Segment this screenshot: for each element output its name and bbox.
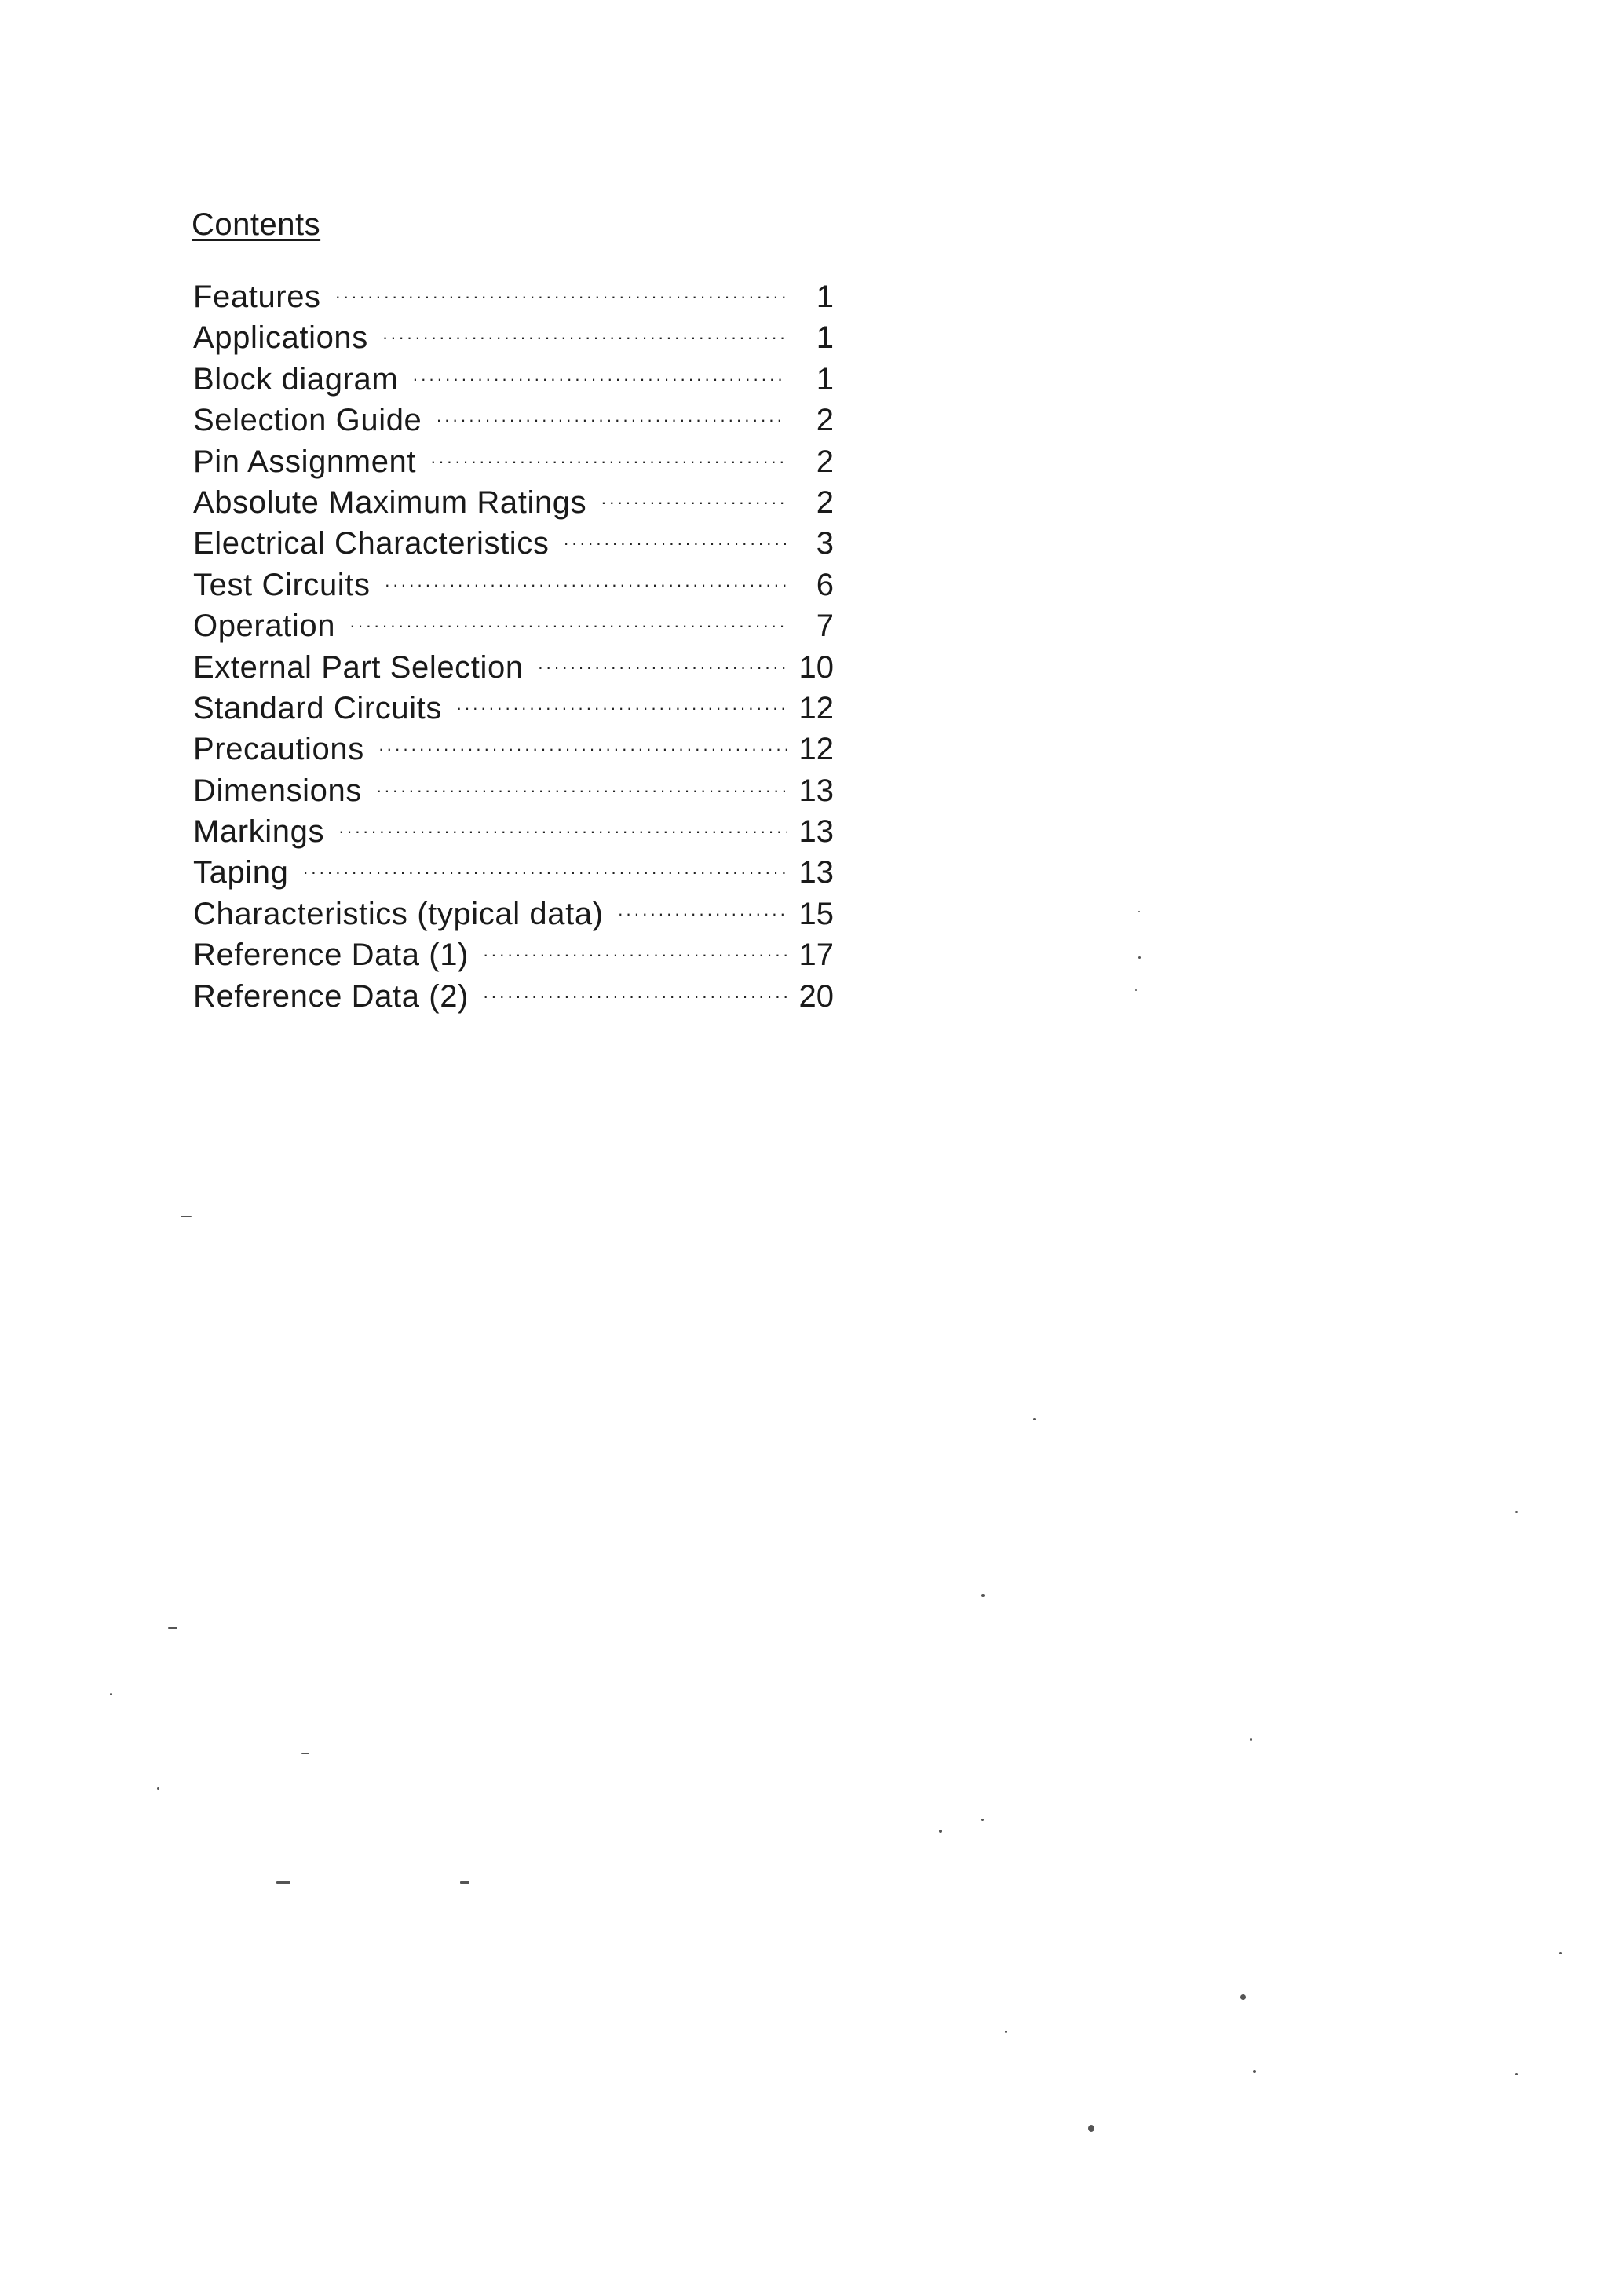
dot-leader [385,565,787,605]
dot-leader [335,276,787,317]
toc-entry [193,934,834,975]
toc-entry [193,482,834,523]
toc-entry-page: 13 [798,814,834,850]
dot-leader [378,729,787,770]
toc-entry-label: Pin Assignment [193,444,417,479]
toc-entry-page: 12 [798,732,834,767]
toc-entry-page: 13 [798,855,834,890]
toc-entry-label: Standard Circuits [193,690,442,726]
dot-leader [349,605,787,646]
toc-entry-page: 1 [816,361,834,397]
toc-entry [193,852,834,893]
dot-leader [483,976,787,1017]
toc-entry-label: Applications [193,320,368,356]
dot-leader [483,934,787,975]
toc-entry [193,523,834,564]
toc-entry [193,770,834,811]
toc-entry-label: Reference Data (1) [193,938,469,973]
table-of-contents [193,276,834,1017]
toc-entry-label: Characteristics (typical data) [193,896,604,931]
toc-entry [193,976,834,1017]
toc-entry-page: 1 [816,280,834,314]
toc-entry-label: Test Circuits [193,567,371,602]
toc-entry-label: Block diagram [193,361,399,397]
toc-entry-page: 12 [798,690,834,726]
toc-entry-label: External Part Selection [193,649,524,685]
toc-entry-label: Absolute Maximum Ratings [193,484,587,520]
toc-entry-page: 2 [816,444,834,479]
toc-entry-page: 6 [816,567,834,602]
dot-leader [376,770,787,811]
toc-entry-page: 7 [816,609,834,644]
dot-leader [382,317,787,358]
toc-entry [193,605,834,646]
dot-leader [302,852,787,893]
toc-entry [193,688,834,729]
dot-leader [538,647,787,688]
toc-entry-page: 20 [798,978,834,1014]
toc-entry-label: Dimensions [193,773,362,808]
toc-entry-page: 13 [798,773,834,808]
toc-entry-label: Selection Guide [193,403,422,438]
toc-entry [193,276,834,317]
dot-leader [564,523,787,564]
toc-entry-label: Electrical Characteristics [193,526,550,561]
dot-leader [601,482,787,523]
toc-entry-label: Precautions [193,732,364,767]
toc-entry [193,811,834,852]
toc-entry-page: 10 [798,649,834,685]
toc-entry [193,441,834,482]
toc-entry-label: Features [193,280,321,314]
toc-entry-page: 15 [798,896,834,931]
toc-entry [193,565,834,605]
toc-entry [193,647,834,688]
toc-entry-page: 2 [816,403,834,438]
toc-entry [193,317,834,358]
toc-entry-label: Markings [193,814,325,850]
toc-entry-label: Taping [193,855,289,890]
dot-leader [618,894,787,934]
contents-heading: Contents [192,207,321,242]
dot-leader [430,441,787,482]
toc-entry-label: Reference Data (2) [193,978,469,1014]
toc-entry-label: Operation [193,609,336,644]
dot-leader [436,400,787,441]
dot-leader [412,359,787,400]
dot-leader [338,811,787,852]
toc-entry [193,400,834,441]
toc-entry-page: 1 [816,320,834,356]
toc-entry [193,894,834,934]
toc-entry-page: 3 [816,526,834,561]
toc-entry-page: 2 [816,484,834,520]
toc-entry [193,359,834,400]
toc-entry [193,729,834,770]
toc-entry-page: 17 [798,938,834,973]
dot-leader [456,688,787,729]
